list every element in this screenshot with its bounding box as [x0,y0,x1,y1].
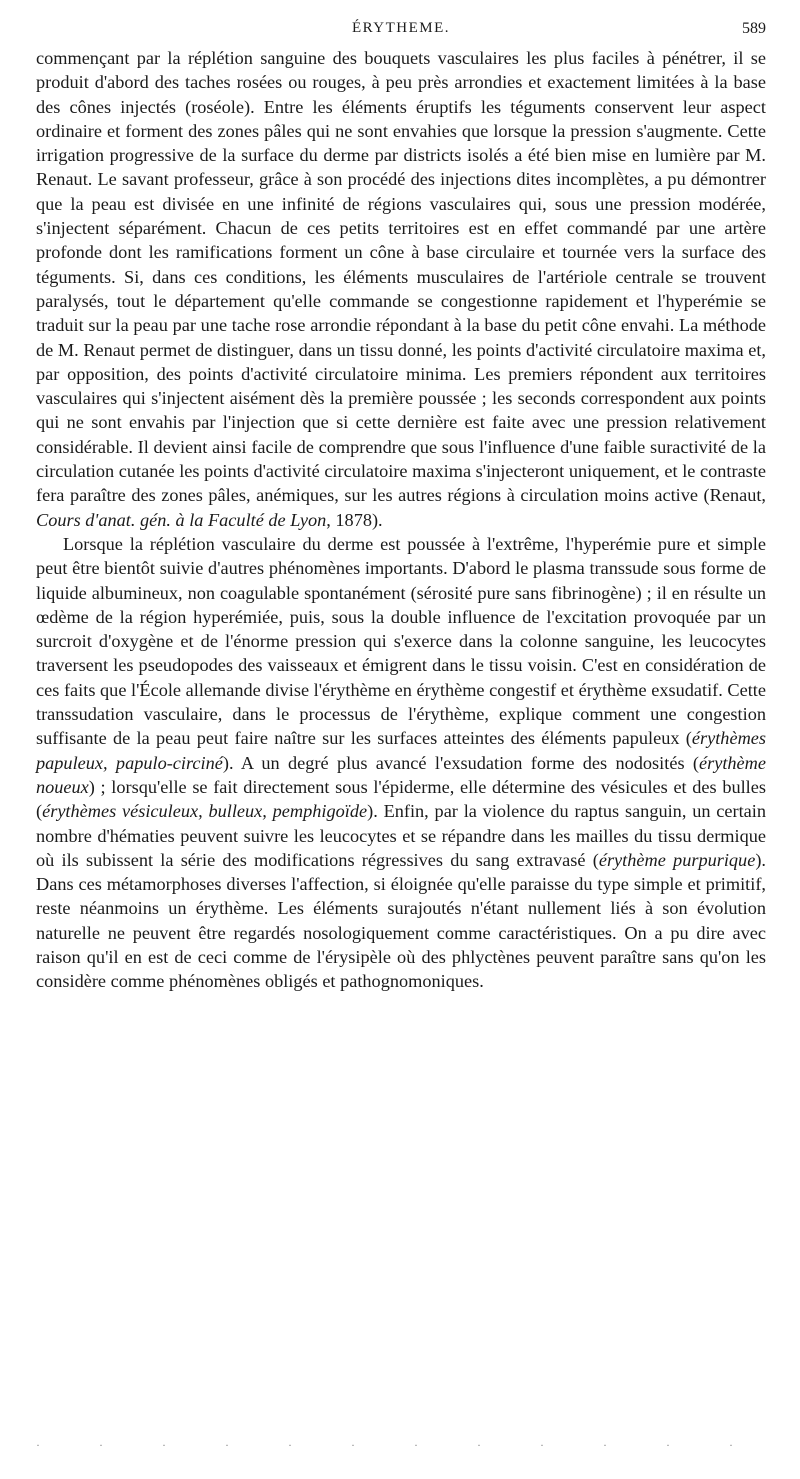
scan-artifact-marks: · · · · · · · · · · · · [36,1438,761,1452]
page-header [36,0,766,46]
paragraph-1-text-b: , 1878). [326,509,383,530]
paragraph-2 [36,532,766,994]
paragraph-1-text-a: commençant par la réplétion sanguine des bouquets vasculaires les plus faciles à pénétrer, il se produit d'abord des taches rosées ou rouges, à peu près arrondies et exactement limitées à la base des cônes injectés (roséole). Entre les éléments éruptifs les téguments conservent leur aspect ordinaire et forment des zones pâles qui ne sont envahies que lorsque la pression s'augmente. Cette irrigation progressive de la surface du derme par districts isolés a été bien mise en lumière par M. Renaut. Le savant professeur, grâce à son procédé des injections dites incomplètes, a pu démontrer que la peau est divisée en une infinité de régions vasculaires qui, sous une pression modérée, s'injectent séparément. Chacun de ces petits territoires est en effet commandé par une artère profonde dont les ramifications forment un cône à base circulaire et tournée vers la surface des téguments. Si, dans ces conditions, les éléments musculaires de l'artériole centrale se trouvent paralysés, tout le département qu'elle commande se congestionne rapidement et l'hyperémie se traduit sur la peau par une tache rose arrondie répondant à la base du petit cône envahi. La méthode de M. Renaut permet de distinguer, dans un tissu donné, les points d'activité circulatoire maxima et, par opposition, des points d'activité circulatoire minima. Les premiers répondent aux territoires vasculaires qui s'injectent aisément dès la première poussée ; les seconds correspondent aux points qui ne sont envahis par l'injection que si cette dernière est faite avec une pression relativement considérable. Il devient ainsi facile de comprendre que sous l'influence d'une faible suractivité de la circulation cutanée les points d'activité circulatoire maxima s'injecteront uniquement, et le contraste fera paraître des zones pâles, anémiques, sur les autres régions à circulation moins active (Renaut, [36,48,766,506]
paragraph-2-italic-1: érythèmes papuleux, papulo-circiné [36,728,766,773]
paragraph-2-text-c: ) ; lorsqu'elle se fait directement sous l'épiderme, elle détermine des vésicules et des bulles ( [36,776,766,822]
paragraph-2-italic-4: érythème purpurique [598,849,756,870]
running-title: ÉRYTHEME. [351,20,451,36]
paragraph-2-text-e: ). Dans ces métamorphoses diverses l'affection, si éloignée qu'elle paraisse du type simple et primitif, reste néanmoins un érythème. Les éléments surajoutés n'étant nullement liés à son évolution naturelle ne peuvent être regardés nosologiquement comme caractéristiques. On a pu dire avec raison qu'il en est de ceci comme de l'érysipèle où des phlyctènes peuvent paraître sans qu'on les considère comme phénomènes obligés et pathognomoniques. [36,849,766,992]
paragraph-2-text-d: ). Enfin, par la violence du raptus sanguin, un certain nombre d'hématies peuvent suivre les leucocytes et se répandre dans les mailles du tissu dermique où ils subissent la série des modifications régressives du sang extravasé ( [36,801,767,870]
paragraph-1-italic-citation: Cours d'anat. gén. à la Faculté de Lyon [36,509,327,530]
paragraph-2-italic-3: érythèmes vésiculeux, bulleux, pemphigoïde [42,801,368,822]
paragraph-2-text-b: ). A un degré plus avancé l'exsudation forme des nodosités ( [222,752,699,773]
paragraph-2-italic-2: érythème noueux [36,752,766,797]
paragraph-2-text-a: Lorsque la réplétion vasculaire du derme est poussée à l'extrême, l'hyperémie pure et simple peut être bientôt suivie d'autres phénomènes importants. D'abord le plasma transsude sous forme de liquide albumineux, non coagulable spontanément (sérosité pure sans fibrinogène) ; il en résulte un œdème de la région hyperémiée, puis, sous la double influence de l'excitation provoquée par un surcroit d'oxygène et de l'énorme pression qui s'exerce dans la colonne sanguine, les leucocytes traversent les pseudopodes des vaisseaux et émigrent dans le tissu voisin. C'est en considération de ces faits que l'École allemande divise l'érythème en érythème congestif et érythème exsudatif. Cette transsudation vasculaire, dans le processus de l'érythème, explique comment une congestion suffisante de la peau peut faire naître sur les surfaces atteintes des éléments papuleux ( [36,533,766,749]
page-number: 589 [742,20,766,37]
document-page [36,0,766,994]
paragraph-1 [36,46,766,532]
